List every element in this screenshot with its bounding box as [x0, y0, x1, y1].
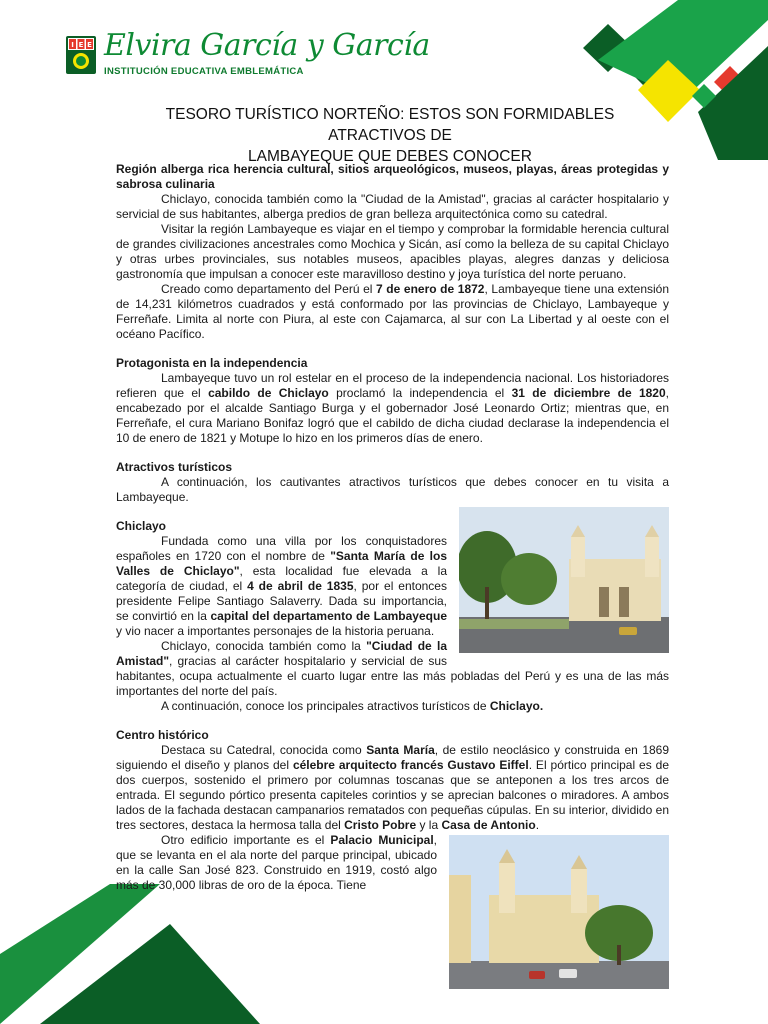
chiclayo-paragraph-2: Chiclayo, conocida también como la "Ciudad de la Amistad", gracias al carácter hospitalario y servicial de sus habitantes, ocupa actualmente el cuarto lugar entre las más pobladas del Perú y es una de las más importantes del norte del país. [116, 639, 669, 698]
school-name: Elvira García y García [104, 28, 430, 63]
logo-letter: E [87, 41, 92, 49]
title-line-1: TESORO TURÍSTICO NORTEÑO: ESTOS SON FORMIDABLES ATRACTIVOS DE [165, 106, 615, 144]
municipal-palace-photo [449, 835, 669, 989]
cathedral-photo [459, 507, 669, 653]
title-line-2: LAMBAYEQUE QUE DEBES CONOCER [248, 148, 532, 165]
historic-center-heading: Centro histórico [116, 728, 209, 742]
attractions-paragraph: A continuación, los cautivantes atractivos turísticos que debes conocer en tu visita a Lambayeque. [116, 475, 669, 504]
intro-paragraph-2: Visitar la región Lambayeque es viajar en el tiempo y comprobar la formidable herencia cultural de grandes civilizaciones ancestrales como Mochica y Sicán, así como la belleza de su capital Chiclayo y otras urbes provinciales, sus notables museos, apacibles playas, alegres danzas y deliciosa gastronomía que impulsan a conocer este maravilloso destino y joya turística del norte peruano. [116, 222, 669, 281]
intro-heading: Región alberga rica herencia cultural, sitios arqueológicos, museos, playas, áreas protegidas y sabrosa culinaria [116, 162, 669, 191]
historic-center-paragraph-2: Otro edificio importante es el Palacio Municipal, que se levanta en el ala norte del parque principal, ubicado en la calle San José 823. Construido en 1919, costó algo más de 30,000 libras de oro de la época. Tiene [116, 833, 437, 892]
independence-heading: Protagonista en la independencia [116, 356, 308, 370]
attractions-heading: Atractivos turísticos [116, 460, 233, 474]
cathedral-photo-wrap [459, 507, 669, 657]
chiclayo-heading: Chiclayo [116, 519, 167, 533]
document-title [120, 104, 660, 167]
intro-paragraph-1: Chiclayo, conocida también como la "Ciudad de la Amistad", gracias al carácter hospitalario y servicial de sus habitantes, alberga predios de gran belleza arquitectónica como su catedral. [116, 192, 669, 221]
historic-center-paragraph-1: Destaca su Catedral, conocida como Santa María, de estilo neoclásico y construida en 1869 siguiendo el diseño y planos del célebre arquitecto francés Gustavo Eiffel. El pórtico principal es de dos cuerpos, sostenido el primero por columnas toscanas que se anteponen a los tres arcos de entrada. El segundo pórtico presenta capiteles corintios y se aprecian balcones o miradores. A ambos lados de la fachada destacan campanarios rematados con pequeñas cúpulas. En su interior, dividido en tres sectores, destaca la hermosa talla del Cristo Pobre y la Casa de Antonio. [116, 743, 670, 832]
logo-letter: E [78, 41, 84, 49]
independence-paragraph: Lambayeque tuvo un rol estelar en el proceso de la independencia nacional. Los historiadores refieren que el cabildo de Chiclayo proclamó la independencia el 31 de diciembre de 1820, encabezado por el alcalde Santiago Burga y el gobernador José Leonardo Ortiz; mientras que, en Ferreñafe, el cura Mariano Bonifaz logró que el cabildo de dicha ciudad declarase la independencia el 10 de enero de 1821 y Motupe lo hizo en los primeros días de enero. [116, 371, 669, 445]
palace-photo-wrap [449, 835, 669, 993]
school-crest-icon [66, 36, 96, 74]
article-body [116, 162, 669, 997]
chiclayo-paragraph-3: A continuación, conoce los principales atractivos turísticos de Chiclayo. [161, 699, 544, 713]
chiclayo-paragraph-1: Fundada como una villa por los conquistadores españoles en 1720 con el nombre de "Santa María de los Valles de Chiclayo", esta localidad fue elevada a la categoría de ciudad, el 4 de abril de 1835, por el entonces presidente Felipe Santiago Salaverry. Dada su importancia, se convirtió en la capital del departamento de Lambayeque y vio nacer a importantes personajes de la historia peruana. [116, 534, 447, 638]
school-subtitle: INSTITUCIÓN EDUCATIVA EMBLEMÁTICA [104, 66, 304, 77]
intro-paragraph-3: Creado como departamento del Perú el 7 de enero de 1872, Lambayeque tiene una extensión de 14,231 kilómetros cuadrados y está conformado por las provincias de Chiclayo, Lambayeque y Ferreñafe. Limita al norte con Piura, al este con Cajamarca, al sur con La Libertad y al oeste con el océano Pacífico. [116, 282, 670, 341]
logo-letter: I [71, 41, 74, 49]
